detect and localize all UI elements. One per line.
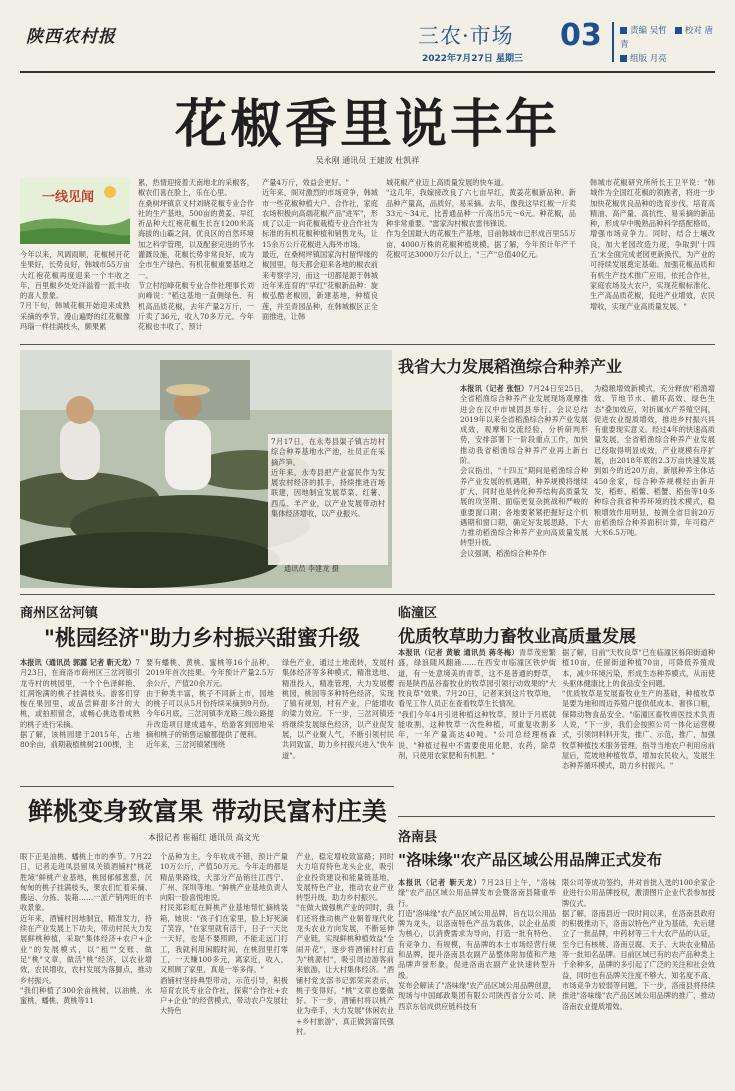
article6-col-1 xyxy=(398,878,556,1078)
lead-byline: 吴永刚 通讯员 王建波 杜凯祥 xyxy=(315,156,420,165)
article3-body-1: 7月23日，在商洛市商州区三岔河镇引龙寺村的桃园里，一个个色泽鲜艳、红润饱满的桃子挂满枝头。游客们穿梭在果园里，或品尝鲜甜多汁的大桃，或拍照留念，或畅心挑选着成熟的桃子进行采摘。 据了解，该桃园建于2015年，占地80余亩，前期栽植桃树2100棵，主 xyxy=(20,658,140,750)
article4-col-1 xyxy=(398,648,556,808)
badge-label: 一线见闻 xyxy=(42,190,95,205)
article4-headline: 优质牧草助力畜牧业高质量发展 xyxy=(398,627,636,647)
article4-col-2: 据了解，目前"天牧良草"已在临潼区栎阳街道种植10亩，任留街道种植70亩，可降低养殖成本，减少环境污染，形成生态种养模式，从而使头驱体健康比上的食品安全问题。 "优质牧草是发展畜牧业生产的基础，种植牧草是要为地和周边养殖户提供低成本、奢侈口粮，保障动物食品安全。"临潼区畜牧兽医技术负责人说，"下一步，我们会按照公司一体化运营模式，引领饲料料开发，推广、示范，推广，加强牧草种植技术服务管理，指导当地农户利用房前屋后，荒坡地种植牧草，增加农民收入，发展生态种养循环模式，助力乡村振兴。" xyxy=(562,648,715,771)
proof-credit: 校对 唐青 xyxy=(620,26,714,50)
article3-headline: "桃园经济"助力乡村振兴甜蜜升级 xyxy=(44,626,360,650)
article3-col-1 xyxy=(20,658,140,780)
article2-col-1 xyxy=(460,384,588,584)
photo-credit: 通讯员 李建龙 摄 xyxy=(284,564,339,573)
masthead xyxy=(20,14,715,70)
article4-region: 临潼区 xyxy=(398,606,438,621)
lead-col-5: 韩城市花椒研究所所长王卫平说："韩城作为全国红花椒的领跑者，将进一步加快花椒优良品种的选育步伐，培育高精油、高产量、高抗性、易采摘的新品种，形成早中晚熟品种科学搭配格局，增强市场竞争力。同时，结合土壤改良，加大老园改造力度，争取到'十四五'末全面完成老园更新换代，为产业的可持续发展奠定基础。加强花椒品质和有机生产技术推广应用，依托合作社，家庭农场及大农户，实现花椒标准化、生产高品质花椒，促进产业增效，农民增收，实现产业高质量发展。" xyxy=(590,178,715,311)
article3-col-2: 要有蟠桃、黄桃、蜜桃等16个品种，2019年首次挂果。今年预计产量2.5万余公斤，产值20余万元。 由于种类丰富，桃子不同新上市，园地的桃子可以从5月份持续采摘到9月份。今年6月底，三岔河镇李龙路三级公路提升改造项目建成通车，给游客到园地采摘和桃子的销售运输都提供了便利。 近年来，三岔河镇紧围绕 xyxy=(146,658,274,750)
article5-headline: 鲜桃变身致富果 带动民富村庄美 xyxy=(28,797,387,826)
page-number: 03 xyxy=(560,18,602,53)
article2-dateline: 本报讯（记者 张恒） xyxy=(460,384,529,393)
article3-dateline: 本报讯（通讯员 郭露 记者 靳天龙） xyxy=(20,658,136,667)
paper-name-logo: 陕西农村报 xyxy=(26,27,116,47)
article5-col-3: 产业，稳定增收致富路；同时大力培育特色龙头企业，吸引企业投资建设和能量链基地，发展特色产业，推动农业产业转型升级，助力乡村振兴。 "在做大做强桃产业的同时，我们还将推动桃产业朝着现代化龙头农业方向发展，不断延伸产业链，实现鲜桃种植效益"全闹开花"，逐步将酒铺村打造为"桃源村"，吸引周边游客前来旅游，让大村集体经济。"酒铺村党支部书记郭荣宾表示，桃子变得好，"桃"文章也要做好。下一步，酒铺村将以桃产业为牵手，大力发展"休闲农业+乡村旅游"，真正做到富民强村。 xyxy=(296,852,394,1037)
section-title: 三农·市场 xyxy=(418,24,514,48)
article2-body-1: 7月24日至25日，全省稻渔综合种养产业发展现场观摩推进会在汉中市城固县举行。会议总结2019年以来全省稻渔综合种养产业发展成效，观摩和交流经验，分析研判形势，安排部署下一阶段重点工作，加快推动我省稻渔综合种养产业再上新台阶。 会议指出，"十四五"期间是稻渔综合种养产业发展的机遇期，种养规模将继续扩大，同时也是转化种养结构高质量发展的攻坚期、面临更复杂挑战和严峻的重要窗口期；各地要紧紧把握好这个机遇期和窗口期，确定好发展思路，下大力推动稻渔综合种养产业向高质量发展转型升级。 会议强调，稻渔综合种养作 xyxy=(460,384,588,558)
lead-badge xyxy=(20,178,130,244)
article4-dateline: 本报讯（记者 黄敏 通讯员 蒋冬梅） xyxy=(398,648,519,657)
article5-col-1: 眼下正是油桃、蟠桃上市的季节。7月22日，记者走进凤县留凤关镇酒铺村"桃花胜境"鲜桃产业基地，桃园郁郁葱葱，沉甸甸的桃子挂满枝头，果农们忙着采摘、搬运、分拣、装箱……一派产销两旺的丰收景象。 近年来，酒铺村因地制宜，精准发力，持续在产业发展上下功夫，带动村民大力发展鲜桃种植，采取"集体经济+农户+企业"的发展模式，以"租""交账、做足"桃"文章，做活"桃"经济，以农业增效，农民增收，农村发展为落脚点，推动乡村振兴。 "我们种植了300余亩桃树，以油桃、水蜜桃、蟠桃、黄桃等11 xyxy=(20,852,152,1006)
article5-col-2: 个品种为主，今年收成不错，预计产量10万公斤，产值50万元。今年走的都是精品果路线，大部分产品销往江西宁、广州、深圳等地。"鲜桃产业基地负责人向阳一脸喜悦地说。 村民郑彩虹在鲜桃产业基地帮忙摘桃装箱，她说："孩子们在家里，脸上好死滴了笑容，"在家里就有活干，日子一天比一天好，也是不要照顾，不能走远门打工，我就利用闲暇时间，在桃园里打零工，一天赚100多元，离家近，收入，又照顾了家里，真是一举多得。" 酒铺村坚持典型带动，示范引导，积极培育农民专业合作社，探索"合作社+农户+企业"的经营模式，带动农户发展壮大特色 xyxy=(160,852,288,1016)
date-line: 2022年7月27日 星期三 xyxy=(422,54,523,64)
lead-col-2: 累，热情迎接着天南地北的采椒客，椒农们喜在脸上，乐在心里。 在桑树坪镇京义村刘晓花椒专业合作社的生产基地，500亩的黄姜、早红祈品种大红袍花椒生长在1200米高海拔的山霸之间，优良区的自然环境加之科学管理，以及配套完进的节水灌溉设施，花椒长势非常良好，成为全市生产绿色、有机花椒重要基地之一。 节立村绍峰花椒专业合作社理事长刘向峰说："稻这基地一直侧绿色、有机高品质花椒，去年产量2万斤，一斤卖了36元，收入70多万元。今年花椒也丰收了，预计 xyxy=(138,178,254,332)
editor-credit: 责编 吴哲 xyxy=(630,26,667,36)
lead-col-4: 城花椒产业迈上高质量发展的快车道。 "这几年，我嫁接改良了六七亩早红，黄姜花椒新品种。新品种产量高，品质好，易采摘。去年，像我这早红椒一斤卖33元～34元，比普通品种一斤高出5元～6元。种花椒，品种非常重要。"雷家沟村椒农雷伟锋说。 作为全国最大的花椒生产基地，目前韩城市已形成百里55万亩，4000万株的花椒种植规模。据了解，今年预计年产干花椒可达3000万公斤以上，"三产"总值40亿元。 xyxy=(386,178,576,260)
article2-col-2: 为稳粮增效新模式，充分释放"稻渔增效、节地节水、循环高效、绿色生态"叠加效应，对折属水产养殖空间，促进农业提质增效，推进乡村振兴具有重要现实意义。经过4年的快速高质量发展，全省稻渔综合种养产业发展已经取得明显成效，产业规模有序扩展，由2018年底的2.3万亩快速发展到如今的近20万亩，新展种养主体达450余家，综合种养规模经由新开发，稻虾、稻鳖、稻蟹、稻鱼等10多种综合我省种养环境的技术模式，稳粮增效作用明显，按测全省目前20万亩稻渔综合种养面积计算，年可稳产大米6.5万吨。 xyxy=(594,384,715,538)
layout-credit: 组版 月亮 xyxy=(630,54,667,64)
article6-body-1: 7月23日上午，"洛味缘"农产品区域公用品牌发布会暨洛南县隆重举行。 打造"洛味缘"农产品区域公用品牌，旨在以公用品牌为龙头，以洛南特色产品为载体，以企业品质为核心，以消费需求为导向，打造一批有特色、有竞争力、有规模，有品牌的本土市场经营行规和品牌，提升洛南县农副产品整体附加值和产地品牌声誉形象，促进洛南农副产业快速转型升级。 发布会解读了"洛味缘"农产品区域公用品牌创意，现场与中国邮政集团有限公司陕西省分公司、陕西京东信成供应链科技有 xyxy=(398,878,556,1011)
article3-col-3: 绿色产业，通过土地流转，发展村集体经济等多种模式，精准选地、精准投入，精准管理，大力发展樱桃园，桃园等多种特色经济，实现了镇有规划，村有产业，户能增收的梁力效应。下一步，三岔河镇还将继续发展绿色经济，以产业促发展，以产业聚人气，不断引领村民共同致富，助力乡村振兴进入"快车道"。 xyxy=(282,658,394,760)
article6-dateline: 本报讯（记者 靳天龙） xyxy=(398,878,482,887)
article6-region: 洛南县 xyxy=(398,830,438,845)
lead-headline: 花椒香里说丰年 xyxy=(174,95,560,155)
asparagus-photo xyxy=(20,350,392,588)
article4-body-1: 青草茂密繁盛，绿浪随风翻涌……在西安市临潼区铁炉街道，有一处意境美的青草，这不是普通的野草，而是陕西品谷畜牧业的牧草园引领行动效果的"大牧良草"效果。7月20日，记者来到这片牧草地，看见工作人员正在查看牧草生长情况。 "我们今年4月引进种植这种牧草，预计于月底就能收割，这种牧草一次性种植，可重复收割多年，一年产量高达40吨。"公司总经理杨森说，"种植过程中不需要使用化肥，农药，除草剂，只使用农家肥和有机肥。" xyxy=(398,648,556,760)
article5-byline: 本报记者 崔福红 通讯员 高文光 xyxy=(148,833,260,842)
lead-col-3: 产量4万斤，效益会更好。" 近年来，阁对激烈的市场竞争，韩城市一些花椒种植大户、合作社，家庭农场积极向高端花椒产品"进军"，形成了以走一向花椒栽植专业合作社为标准的有机花椒种植和销售龙头，让15余万公斤花椒进入海外市场。 最近，在桑树坪镇国家沟村留悍缘的椒园里，每天都会迎来各地的椒农前来考察学习，而这一切都是源于韩城近年来连育的"早红"花椒新品种：旋椒弘酷老椒园，新建基地，种植良莲，并至青园品种，在韩城椒区正全面推进，让韩 xyxy=(262,178,378,321)
lead-col-1: 今年以来，风调雨顺，花椒树开花坐果好，长势良好，韩城市55万亩大红袍花椒再度迎来一个丰收之年，百里椒乡处处洋溢着一派丰收的喜人景象。 7月下旬，韩城花椒开始迎来成熟采摘的季节。漫山遍野的红花椒像玛瑙一样挂满枝头，颇果累 xyxy=(20,250,130,332)
article2-headline: 我省大力发展稻渔综合种养产业 xyxy=(398,357,623,376)
article6-col-2: 限公司等成功签约，并对首批入选的100余家企业进行公用品牌授权，激清图片企业代表参加授牌仪式。 据了解，洛南县近一段时间以来，在洛南县政府的积极推动下，洛南以特色产业为基础，先后建立了一批品牌，中药材等三十大农产品的认证，至今已有核桃、洛南豆腐、天子、大块农业精品等一批知名品牌。目前区域已有的农产品种类上千余种多，品牌的多引起了广泛的关注和社会效益，同时也有品牌关注度不够大、知名度不高、市场竞争力较弱等问题，下一步，洛南县将持续推进"洛味缘"农产品区域公用品牌的推广，推动洛南农业提质增效。 xyxy=(562,878,715,1011)
article6-headline: "洛味缘"农产品区域公用品牌正式发布 xyxy=(398,851,663,869)
article3-region: 商州区岔河镇 xyxy=(20,606,99,621)
photo-caption: 7月17日，在永寿县渠子镇古坊村综合种养基地水产池，社员正在采摘芦笋。 近年来，永寿县把产业富民作为发展农村经济的抓手，持续推进百场联建，因地制宜发展草菜、红薯、西瓜、羊产业，以产业发展带动村集体经济增收，以产业振兴。 xyxy=(268,434,388,565)
